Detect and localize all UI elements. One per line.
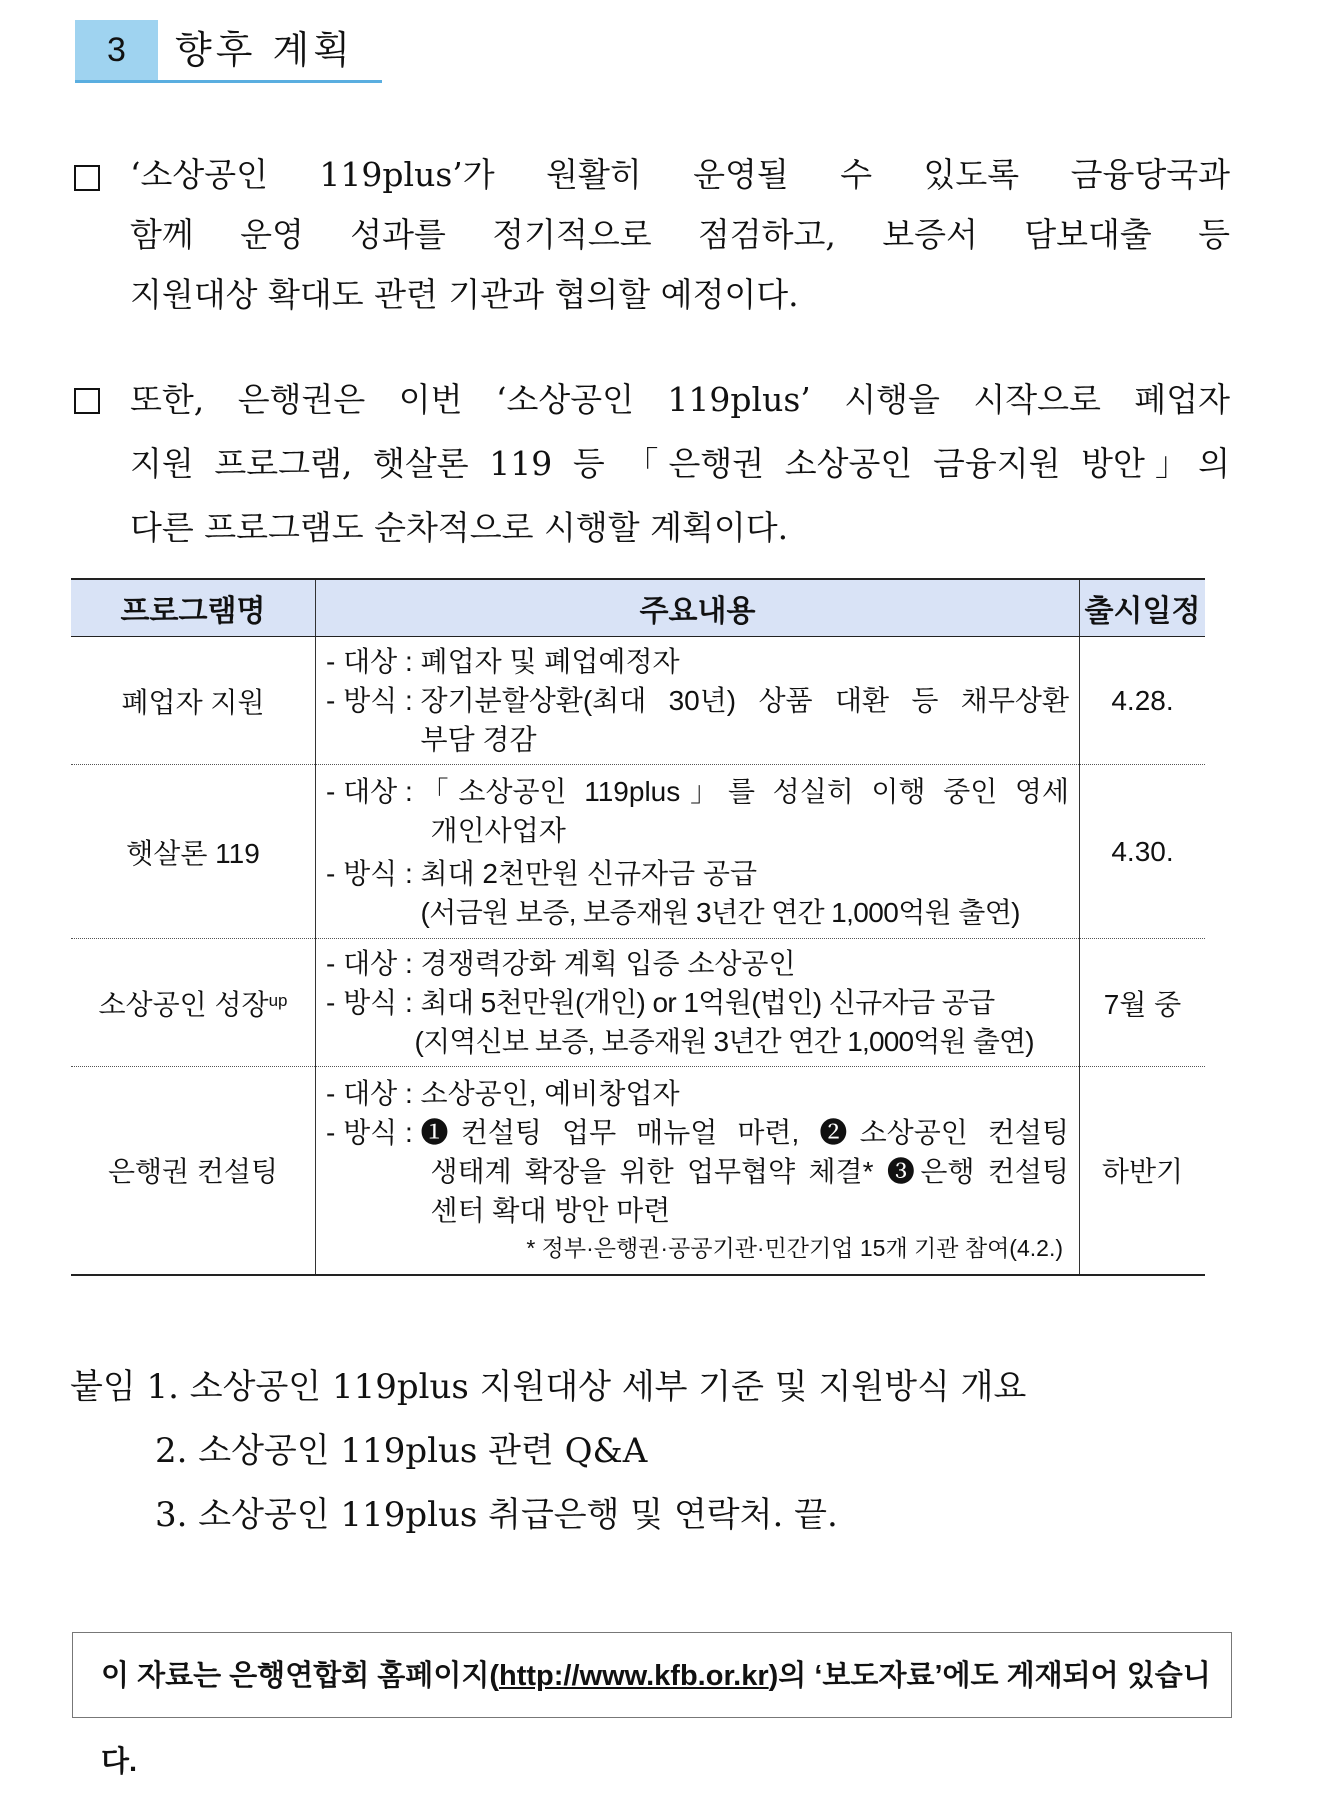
table-row bbox=[71, 1067, 1205, 1275]
program-name-text: 소상공인 성장 bbox=[98, 988, 269, 1020]
attachment-list bbox=[70, 1355, 1026, 1419]
target-key: - 대상 : bbox=[326, 948, 421, 979]
program-name: 은행권 컨설팅 bbox=[71, 1067, 316, 1275]
method-text: 최대 2천만원 신규자금 공급 bbox=[420, 857, 757, 889]
header-program-name: 프로그램명 bbox=[71, 579, 316, 637]
program-name: 햇살론 119 bbox=[71, 765, 316, 939]
method-text: 생태계 확장을 위한 업무협약 체결* ❸은행 컨설팅 bbox=[430, 1156, 1069, 1188]
program-description bbox=[316, 1067, 1080, 1275]
launch-date: 4.30. bbox=[1080, 765, 1206, 939]
target-key: - 대상 : bbox=[326, 1078, 421, 1110]
header-launch-schedule: 출시일정 bbox=[1080, 579, 1206, 637]
method-key: - 방식 : bbox=[326, 1117, 421, 1149]
method-text: (지역신보 보증, 보증재원 3년간 연간 1,000억원 출연) bbox=[414, 1026, 1034, 1057]
attachment-item: 1. 소상공인 119plus 지원대상 세부 기준 및 지원방식 개요 bbox=[146, 1367, 1027, 1407]
paragraph-line: 다른 프로그램도 순차적으로 시행할 계획이다. bbox=[130, 508, 789, 547]
paragraph-line: 지원 프로그램, 햇살론 119 등 「은행권 소상공인 금융지원 방안」의 bbox=[130, 444, 1230, 483]
target-key: - 대상 : bbox=[326, 775, 421, 807]
section-header bbox=[75, 20, 382, 82]
program-name: 폐업자 지원 bbox=[71, 637, 316, 765]
attachment-item: 2. 소상공인 119plus 관련 Q&A bbox=[155, 1431, 648, 1471]
table-row bbox=[71, 637, 1205, 765]
header-main-content: 주요내용 bbox=[316, 579, 1080, 637]
target-text: 개인사업자 bbox=[430, 814, 566, 846]
paragraph-bank-programs bbox=[70, 368, 1230, 560]
footer-text-before: 이 자료는 은행연합회 홈페이지( bbox=[101, 1660, 500, 1692]
method-key: - 방식 : bbox=[326, 685, 421, 716]
launch-date: 4.28. bbox=[1080, 637, 1206, 765]
section-number: 3 bbox=[75, 20, 158, 80]
program-name-superscript: up bbox=[268, 990, 288, 1010]
method-text: 최대 5천만원(개인) or 1억원(법인) 신규자금 공급 bbox=[420, 987, 995, 1018]
table-header-row bbox=[71, 579, 1205, 637]
target-text: 폐업자 및 폐업예정자 bbox=[420, 646, 680, 677]
program-name bbox=[71, 939, 316, 1067]
footnote: * 정부·은행권·공공기관·민간기업 15개 기관 참여(4.2.) bbox=[526, 1235, 1063, 1262]
target-text: 「소상공인 119plus」를 성실히 이행 중인 영세 bbox=[420, 775, 1069, 807]
launch-date: 7월 중 bbox=[1080, 939, 1206, 1067]
method-text: (서금원 보증, 보증재원 3년간 연간 1,000억원 출연) bbox=[420, 896, 1020, 928]
launch-date: 하반기 bbox=[1080, 1067, 1206, 1275]
attachment-item: 3. 소상공인 119plus 취급은행 및 연락처. 끝. bbox=[155, 1495, 838, 1535]
section-title: 향후 계획 bbox=[175, 28, 354, 72]
checkbox-bullet-icon bbox=[74, 165, 100, 191]
method-key: - 방식 : bbox=[326, 987, 421, 1018]
target-key: - 대상 : bbox=[326, 646, 421, 677]
attachment-prefix: 붙임 bbox=[70, 1367, 136, 1407]
section-underline bbox=[75, 80, 382, 83]
paragraph-plan-review bbox=[70, 145, 1230, 325]
method-key: - 방식 : bbox=[326, 857, 421, 889]
paragraph-line: 또한, 은행권은 이번 ‘소상공인 119plus’ 시행을 시작으로 폐업자 bbox=[130, 380, 1230, 419]
footer-notice bbox=[72, 1632, 1232, 1778]
paragraph-line: 지원대상 확대도 관련 기관과 협의할 예정이다. bbox=[130, 275, 799, 314]
program-table bbox=[71, 578, 1205, 1276]
program-description bbox=[316, 637, 1080, 765]
kfb-homepage-link[interactable]: http://www.kfb.or.kr bbox=[499, 1660, 769, 1692]
method-text: 부담 경감 bbox=[420, 724, 537, 755]
table-row bbox=[71, 939, 1205, 1067]
target-text: 경쟁력강화 계획 입증 소상공인 bbox=[420, 948, 796, 979]
program-description bbox=[316, 765, 1080, 939]
target-text: 소상공인, 예비창업자 bbox=[420, 1078, 680, 1110]
program-description bbox=[316, 939, 1080, 1067]
method-text: ❶컨설팅 업무 매뉴얼 마련, ❷소상공인 컨설팅 bbox=[420, 1117, 1069, 1149]
table-row bbox=[71, 765, 1205, 939]
method-text: 센터 확대 방안 마련 bbox=[430, 1195, 671, 1227]
paragraph-line: 함께 운영 성과를 정기적으로 점검하고, 보증서 담보대출 등 bbox=[130, 215, 1230, 254]
paragraph-line: ‘소상공인 119plus’가 원활히 운영될 수 있도록 금융당국과 bbox=[130, 155, 1230, 194]
footer-text-after: )의 ‘보도자료’에도 게재되어 있습니다. bbox=[101, 1660, 1211, 1778]
checkbox-bullet-icon bbox=[74, 388, 100, 414]
method-text: 장기분할상환(최대 30년) 상품 대환 등 채무상환 bbox=[420, 685, 1069, 716]
